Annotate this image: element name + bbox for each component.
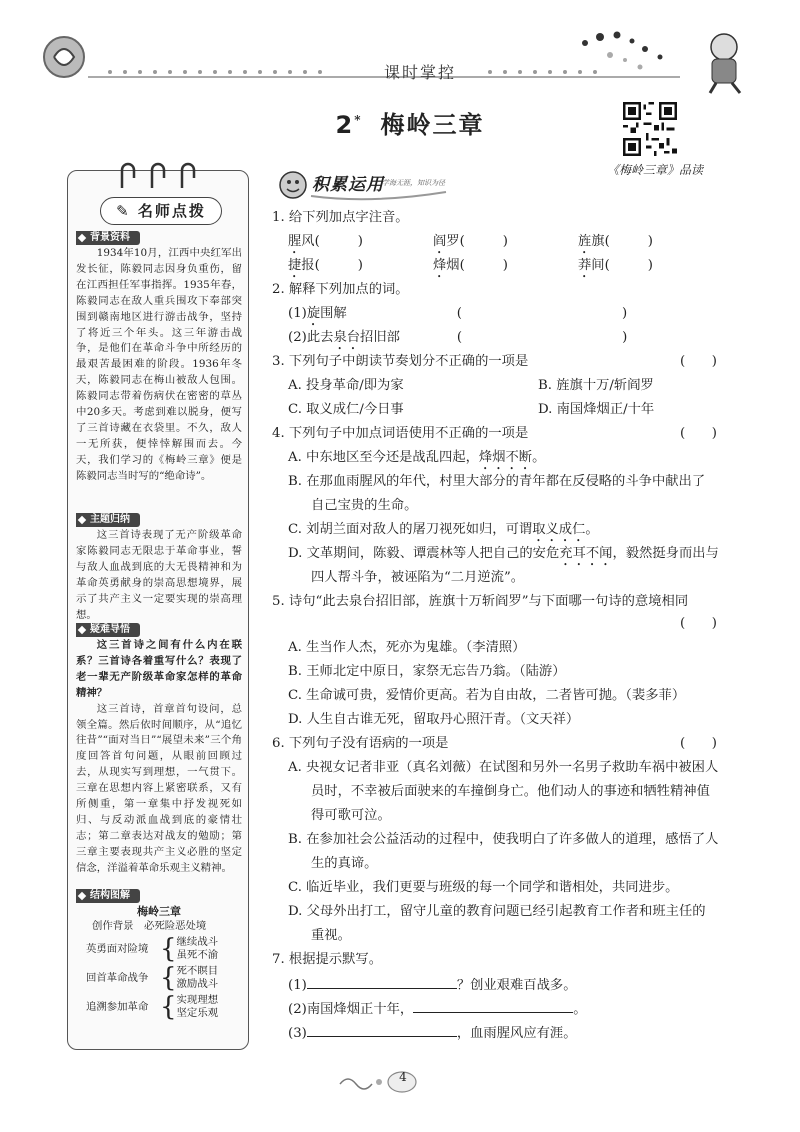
lesson-number: 2 (335, 111, 355, 139)
q6-answer-paren[interactable]: ( ) (680, 736, 717, 751)
background-label: 背景资料 (76, 231, 140, 245)
q3-answer-paren[interactable]: ( ) (680, 354, 717, 369)
q1-item: 莽间( ) (578, 258, 653, 273)
lesson-title-text: 梅岭三章 (380, 110, 485, 139)
structure-intro (76, 919, 242, 934)
page-number: 4 (399, 1070, 407, 1084)
q1-item: 捷报( ) (288, 258, 363, 273)
q2-item: (1)旋围解 ( ) (288, 306, 628, 321)
q6-option-a-line: A. 央视女记者非亚（真名刘薇）在试图和另外一名男子救助车祸中被困人 (288, 760, 719, 775)
q3-option: D. 南国烽烟正/十年 (538, 402, 655, 417)
q5-answer-paren[interactable]: ( ) (680, 616, 717, 631)
difficulty-question: 这三首诗之间有什么内在联系？三首诗各着重写什么？表现了老一辈无产阶级革命家怎样的革命精神？ (76, 639, 242, 699)
qr-caption: 《梅岭三章》品读 (606, 163, 703, 177)
brace-icon: { (160, 992, 177, 1022)
structure-title: 梅岭三章 (137, 905, 181, 918)
q4-option-d-line2: 四人帮斗争，被诬陷为“二月逆流”。 (311, 570, 525, 585)
structure-intro-right: 必死险恶处境 (143, 920, 207, 932)
q6-option-b-line: 生的真谛。 (311, 856, 378, 871)
q4-option-b-line1: B. 在那血雨腥风的年代，村里大部分的青年都在反侵略的斗争中献出了 (288, 474, 706, 489)
q4-option-c: C. 刘胡兰面对敌人的屠刀视死如归，可谓取义成仁。 (288, 522, 599, 537)
q4-answer-paren[interactable]: ( ) (680, 426, 717, 441)
fill-blank[interactable] (307, 1022, 457, 1037)
q3-option: A. 投身革命/即为家 (288, 378, 404, 393)
background-section (76, 230, 242, 485)
q4-title: 4. 下列句子中加点词语使用不正确的一项是 (272, 426, 529, 441)
structure-item: 继续战斗 (176, 936, 219, 948)
structure-item: 激励战斗 (176, 978, 219, 990)
q6-option-b-line: B. 在参加社会公益活动的过程中，使我明白了许多做人的道理，感悟了人 (288, 832, 719, 847)
theme-text: 这三首诗表现了无产阶级革命家陈毅同志无限忠于革命事业，誓与敌人血战到底的大无畏精神和为革命英勇献身的崇高思想境界，展示了共产主义一定要实现的崇高理想。 (76, 529, 242, 621)
q5-option: C. 生命诚可贵，爱情价更高。若为自由故，二者皆可抛。（裴多菲） (288, 688, 686, 703)
q7-item: (2)南国烽烟正十年， 。 (288, 998, 587, 1020)
q1-item: 阎罗( ) (433, 234, 508, 249)
q6-option-d-line: D. 父母外出打工，留守儿童的教育问题已经引起教育工作者和班主任的 (288, 904, 706, 919)
difficulty-section (76, 622, 242, 877)
q3-title: 3. 下列句子中朗读节奏划分不正确的一项是 (272, 354, 529, 369)
structure-group-head: 英勇面对险境 (86, 942, 149, 955)
difficulty-label: 疑难导悟 (76, 623, 140, 637)
q5-option: D. 人生自古谁无死，留取丹心照汗青。（文天祥） (288, 712, 580, 727)
q6-option-a-line: 得可歌可泣。 (311, 808, 391, 823)
background-text: 1934年10月，江西中央红军出发长征，陈毅同志因身负重伤，留在江西担任军事指挥。1935年春，陈毅同志在敌人重兵围攻下奉部突围到赣南地区进行游击战争，坚持了将近三个年头。这三年游击战争，是他们在革命斗争中所经历的最艰苦最困难的阶段。1936年冬天，陈毅同志在梅山被敌人包围。陈毅同志带着伤病伏在密密的草丛中20多天。考虑到难以脱身，便写了三首诗藏在衣袋里。不久，敌人一无所获，便悻悻解围而去。今天，我们学习的《梅岭三章》便是陈毅同志当时写的“绝命诗”。 (76, 247, 242, 482)
brace-icon: { (160, 963, 177, 993)
theme-label: 主题归纳 (76, 513, 140, 527)
q4-option-b-line2: 自己宝贵的生命。 (311, 498, 418, 513)
footer-ornament-icon (335, 1068, 435, 1096)
theme-section (76, 512, 242, 623)
structure-group-head: 追溯参加革命 (86, 1000, 149, 1013)
binder-rings-icon (100, 158, 220, 192)
structure-item: 虽死不渝 (176, 949, 219, 961)
q4-option-d-line1: D. 文革期间，陈毅、谭震林等人把自己的安危充耳不闻，毅然挺身而出与 (288, 546, 719, 561)
structure-group (76, 965, 242, 991)
difficulty-answer: 这三首诗，首章首句设问，总领全篇。然后依时间顺序，从“追忆往昔”“面对当日”“展望未来”三个角度回答首句问题，从眼前回顾过去，从现实写到理想，一气贯下。三章在思想内容上紧密联系，又有所侧重，第一章集中抒发视死如归、与反动派血战到底的豪情壮志；第二章表达对战友的勉励；第三章主要表现共产主义必胜的坚定信念，洋溢着革命乐观主义精神。 (76, 702, 242, 874)
q4-option-a: A. 中东地区至今还是战乱四起，烽烟不断。 (288, 450, 546, 465)
fill-blank[interactable] (307, 974, 457, 989)
q3-option: B. 旌旗十万/斩阎罗 (538, 378, 654, 393)
q5-option: A. 生当作人杰，死亦为鬼雄。（李清照） (288, 640, 526, 655)
fill-blank[interactable] (413, 998, 573, 1013)
accumulate-title: 积累运用 (312, 175, 384, 195)
q6-option-a-line: 员时，不幸被后面驶来的车撞倒身亡。他们动人的事迹和牺牲精神值 (311, 784, 710, 799)
qr-code-icon[interactable] (623, 102, 677, 156)
q7-item: (1) ？创业艰难百战多。 (288, 974, 577, 996)
q1-item: 烽烟( ) (433, 258, 508, 273)
q1-item: 腥风( ) (288, 234, 363, 249)
structure-group (76, 994, 242, 1020)
q1-item: 旌旗( ) (578, 234, 653, 249)
header-title: 课时掌控 (383, 63, 456, 82)
sidebar-title (100, 197, 222, 225)
q5-title: 5. 诗句“此去泉台招旧部，旌旗十万斩阎罗”与下面哪一句诗的意境相同 (272, 594, 689, 609)
sidebar-title-text: 名师点拨 (137, 202, 206, 220)
q2-item: (2)此去泉台招旧部 ( ) (288, 330, 628, 345)
structure-item: 死不瞑目 (176, 965, 219, 977)
structure-label: 结构图解 (76, 889, 140, 903)
q7-title: 7. 根据提示默写。 (272, 952, 382, 967)
structure-group-head: 回首革命战争 (86, 971, 149, 984)
accumulate-motto: 学海无涯，知识为径 (382, 179, 445, 187)
q5-option: B. 王师北定中原日，家祭无忘告乃翁。（陆游） (288, 664, 566, 679)
q1-title: 1. 给下列加点字注音。 (272, 210, 409, 225)
structure-section (76, 888, 242, 1020)
q6-title: 6. 下列句子没有语病的一项是 (272, 736, 449, 751)
structure-item: 实现理想 (176, 994, 219, 1006)
q2-title: 2. 解释下列加点的词。 (272, 282, 409, 297)
lesson-marker: * (354, 113, 363, 127)
brace-icon: { (160, 934, 177, 964)
q7-item: (3) ，血雨腥风应有涯。 (288, 1022, 577, 1044)
q6-option-d-line: 重视。 (311, 928, 351, 943)
q6-option-c-line: C. 临近毕业，我们更要与班级的每一个同学和谐相处，共同进步。 (288, 880, 679, 895)
q3-option: C. 取义成仁/今日事 (288, 402, 404, 417)
structure-item: 坚定乐观 (176, 1007, 219, 1019)
lesson-title (290, 105, 530, 140)
pen-icon: ✎ (116, 202, 131, 220)
structure-intro-left: 创作背景 (92, 920, 134, 932)
structure-group (76, 936, 242, 962)
